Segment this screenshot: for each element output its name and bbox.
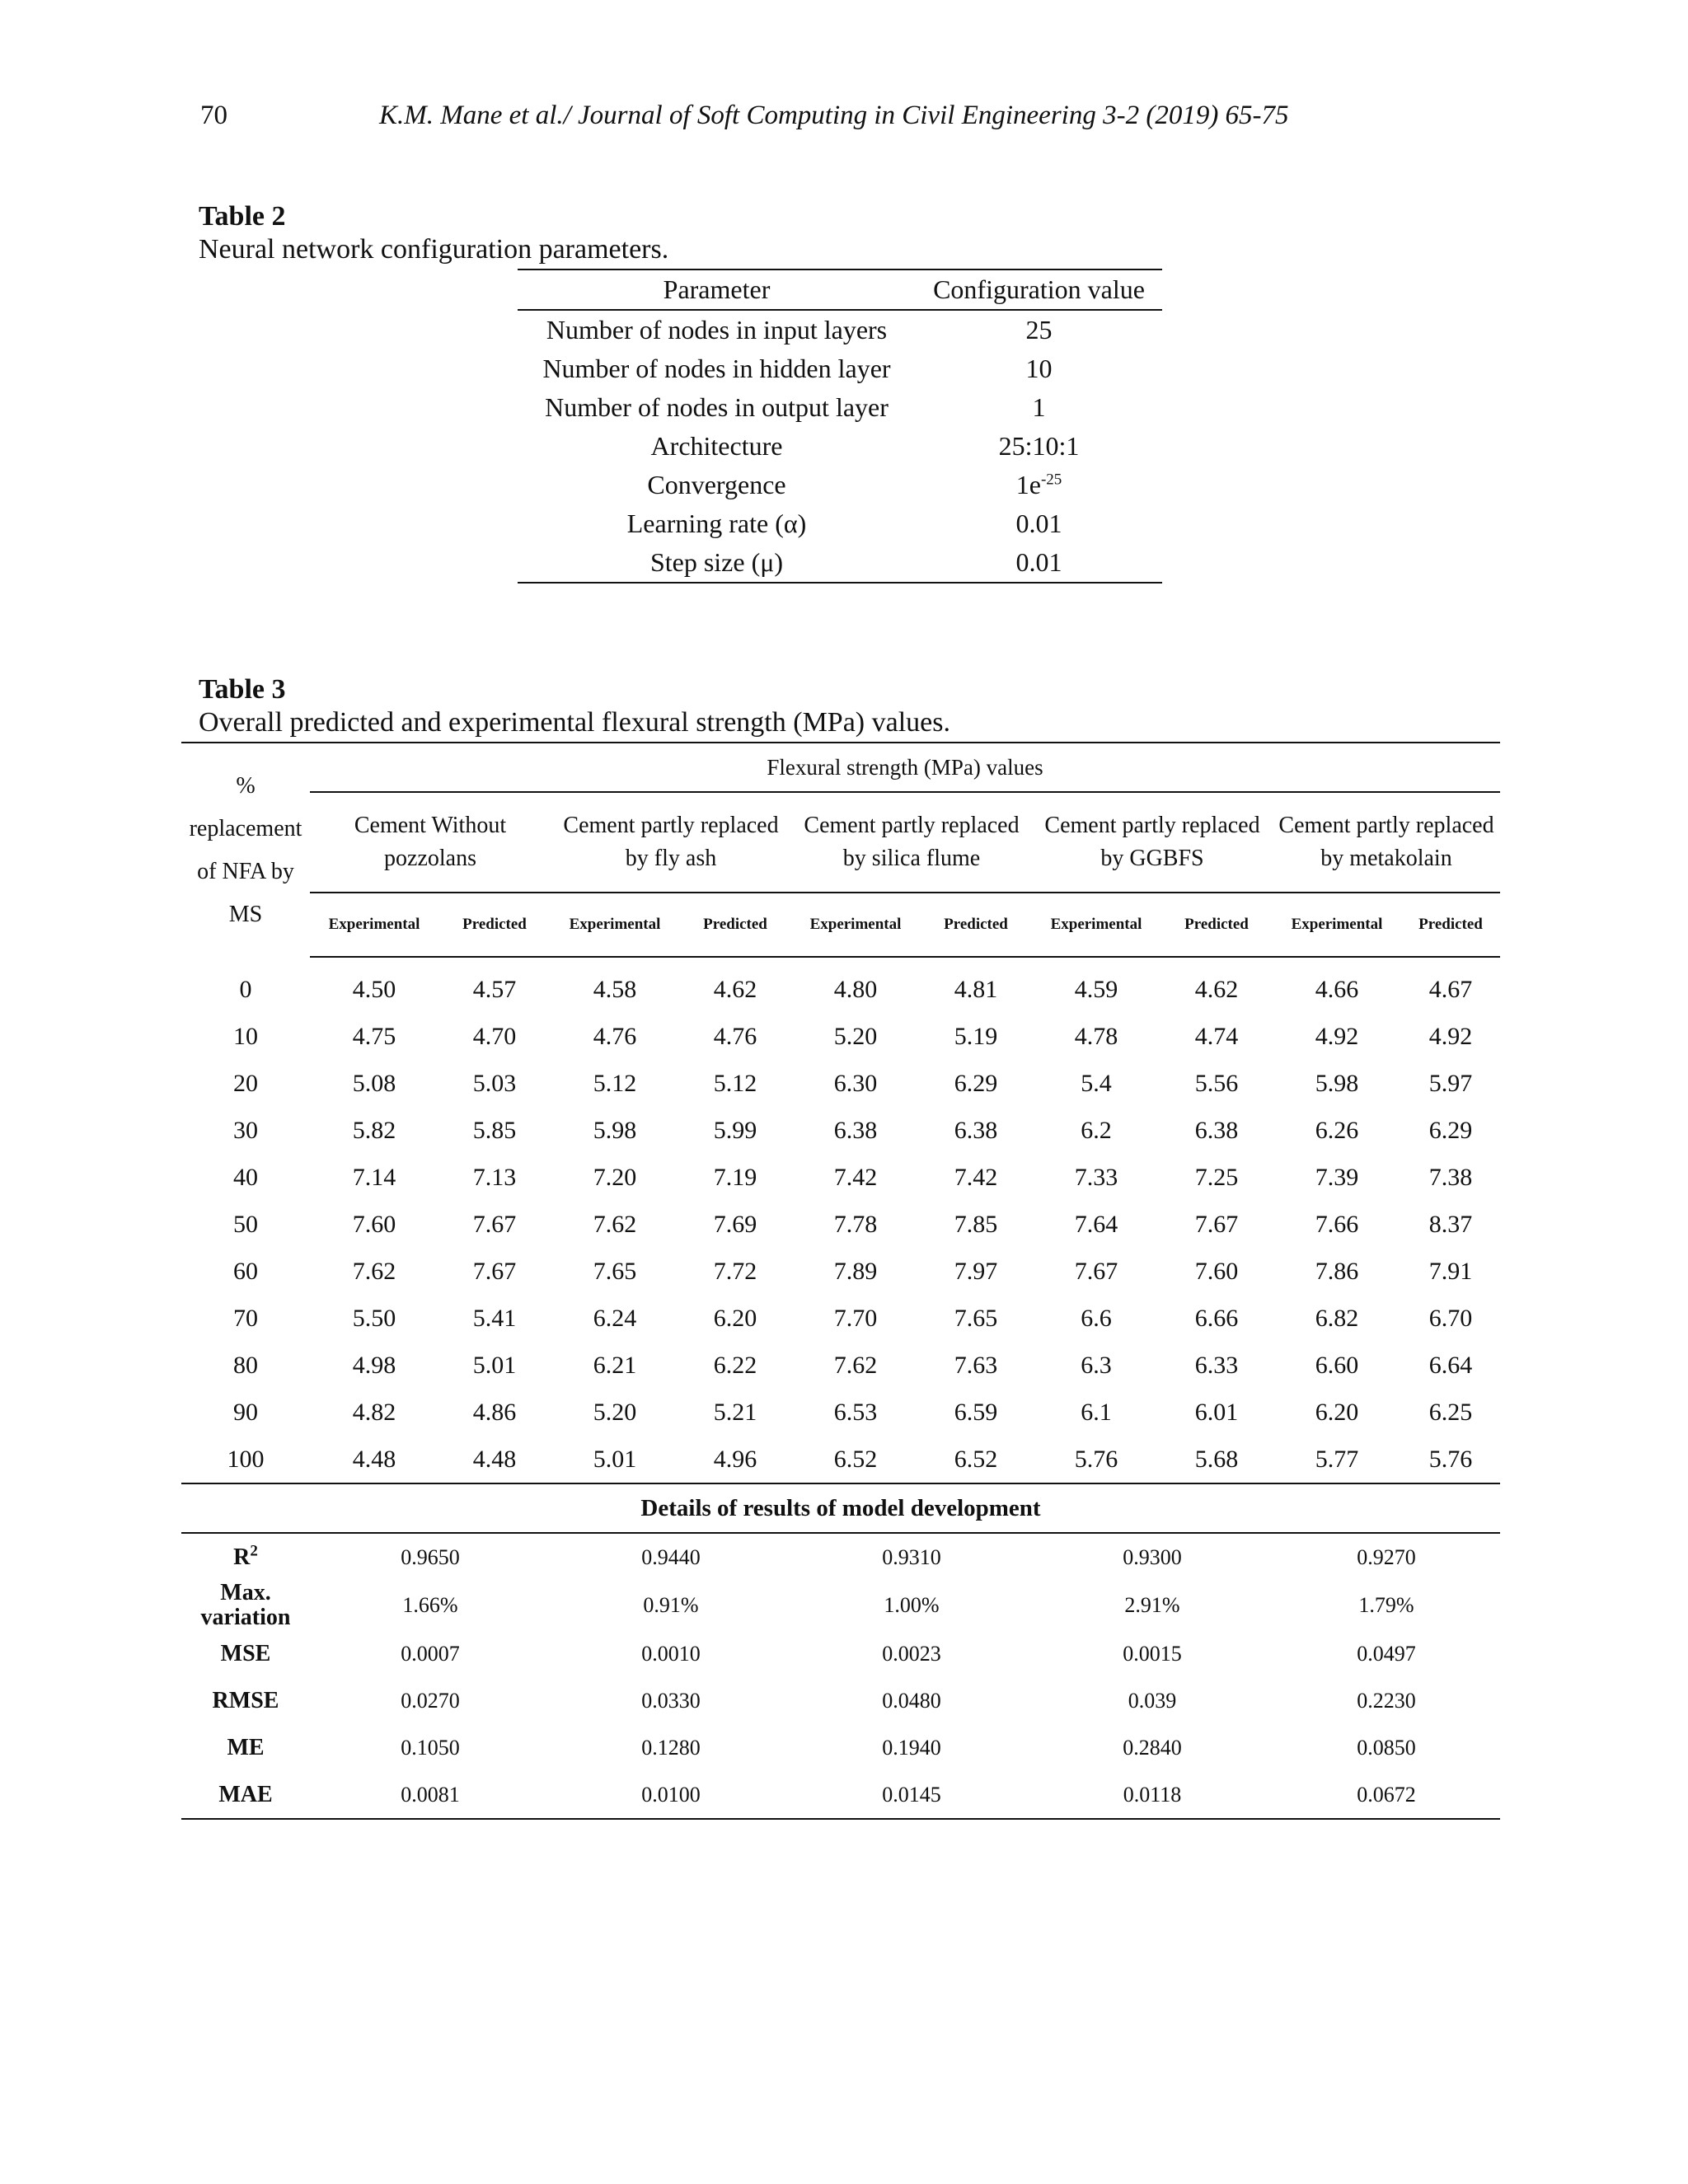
strength-value-cell: 7.19 bbox=[713, 1163, 757, 1191]
table-row bbox=[181, 1201, 1500, 1248]
strength-value-cell: 7.69 bbox=[713, 1210, 757, 1238]
table-row bbox=[518, 388, 1162, 427]
strength-value-cell: 7.62 bbox=[833, 1351, 878, 1379]
table3-group-header-row bbox=[181, 743, 1500, 792]
strength-value-cell: 7.66 bbox=[1315, 1210, 1359, 1238]
sub-header-experimental: Experimental bbox=[310, 893, 438, 957]
strength-value-cell: 6.60 bbox=[1315, 1351, 1359, 1379]
stat-value-cell: 0.0672 bbox=[1357, 1782, 1416, 1807]
stat-row bbox=[181, 1630, 1500, 1677]
journal-header: K.M. Mane et al./ Journal of Soft Computing in Civil Engineering 3-2 (2019) 65-75 bbox=[379, 101, 1289, 130]
strength-value-cell: 5.56 bbox=[1194, 1069, 1239, 1097]
table2-cell: Convergence bbox=[647, 470, 786, 499]
strength-value-cell: 7.72 bbox=[713, 1257, 757, 1285]
strength-value-cell: 4.80 bbox=[833, 975, 878, 1003]
stat-value-cell: 0.0118 bbox=[1123, 1782, 1182, 1807]
strength-value-cell: 6.29 bbox=[954, 1069, 998, 1097]
strength-value-cell: 7.67 bbox=[1194, 1210, 1239, 1238]
strength-value-cell: 5.12 bbox=[713, 1069, 757, 1097]
replacement-percent-cell: 30 bbox=[233, 1116, 258, 1144]
table-row bbox=[518, 466, 1162, 504]
convergence-exponent: -25 bbox=[1040, 471, 1062, 489]
strength-value-cell: 5.82 bbox=[352, 1116, 396, 1144]
strength-value-cell: 4.92 bbox=[1315, 1022, 1359, 1050]
strength-value-cell: 7.38 bbox=[1428, 1163, 1473, 1191]
strength-value-cell: 5.20 bbox=[593, 1398, 637, 1426]
stat-name-cell bbox=[181, 1533, 310, 1581]
replacement-percent-cell: 0 bbox=[239, 975, 252, 1003]
strength-value-cell: 7.86 bbox=[1315, 1257, 1359, 1285]
strength-value-cell: 4.62 bbox=[1194, 975, 1239, 1003]
stat-value-cell: 0.0100 bbox=[641, 1782, 701, 1807]
table2-cell: Number of nodes in input layers bbox=[546, 315, 888, 344]
strength-value-cell: 5.08 bbox=[352, 1069, 396, 1097]
table2-cell: 0.01 bbox=[1015, 547, 1062, 577]
strength-value-cell: 5.97 bbox=[1428, 1069, 1473, 1097]
stat-row bbox=[181, 1677, 1500, 1724]
mix-header-ggbfs: Cement partly replaced by GGBFS bbox=[1032, 792, 1273, 893]
stat-name-cell bbox=[181, 1724, 310, 1771]
strength-value-cell: 7.63 bbox=[954, 1351, 998, 1379]
mix-header-fly-ash: Cement partly replaced by fly ash bbox=[551, 792, 791, 893]
stat-value-cell: 0.1940 bbox=[882, 1735, 941, 1760]
strength-value-cell: 5.4 bbox=[1081, 1069, 1112, 1097]
strength-value-cell: 4.96 bbox=[713, 1445, 757, 1473]
replacement-percent-cell: 100 bbox=[227, 1445, 265, 1473]
stat-name: MSE bbox=[220, 1640, 271, 1666]
page-number: 70 bbox=[200, 101, 227, 130]
table2-col-config-value: Configuration value bbox=[916, 269, 1162, 310]
strength-value-cell: 7.89 bbox=[833, 1257, 878, 1285]
stat-name-superscript: 2 bbox=[250, 1542, 258, 1560]
strength-value-cell: 4.74 bbox=[1194, 1022, 1239, 1050]
table-row bbox=[518, 504, 1162, 543]
replacement-percent-cell: 80 bbox=[233, 1351, 258, 1379]
stat-value-cell: 0.0007 bbox=[401, 1641, 460, 1666]
strength-value-cell: 5.01 bbox=[472, 1351, 517, 1379]
table2-col-parameter: Parameter bbox=[518, 269, 916, 310]
table3-sub-header-row bbox=[181, 893, 1500, 957]
strength-value-cell: 7.67 bbox=[472, 1257, 517, 1285]
strength-value-cell: 7.65 bbox=[593, 1257, 637, 1285]
strength-value-cell: 6.59 bbox=[954, 1398, 998, 1426]
stat-value-cell: 0.0023 bbox=[882, 1641, 941, 1666]
strength-value-cell: 7.65 bbox=[954, 1304, 998, 1332]
mix-header-no-pozzolans: Cement Without pozzolans bbox=[310, 792, 551, 893]
replacement-percent-cell: 60 bbox=[233, 1257, 258, 1285]
strength-value-cell: 4.57 bbox=[472, 975, 517, 1003]
strength-value-cell: 5.01 bbox=[593, 1445, 637, 1473]
table-row bbox=[181, 1389, 1500, 1436]
strength-value-cell: 5.76 bbox=[1428, 1445, 1473, 1473]
table-row bbox=[181, 1342, 1500, 1389]
table2-cell: 25:10:1 bbox=[998, 431, 1080, 461]
strength-value-cell: 7.70 bbox=[833, 1304, 878, 1332]
strength-value-cell: 6.52 bbox=[954, 1445, 998, 1473]
table2-cell: Number of nodes in output layer bbox=[545, 392, 889, 422]
stat-value-cell: 1.66% bbox=[402, 1593, 458, 1617]
replacement-percent-cell: 20 bbox=[233, 1069, 258, 1097]
table2-cell: 0.01 bbox=[1015, 509, 1062, 538]
strength-value-cell: 4.59 bbox=[1074, 975, 1118, 1003]
replacement-percent-cell: 50 bbox=[233, 1210, 258, 1238]
replacement-percent-cell: 90 bbox=[233, 1398, 258, 1426]
strength-value-cell: 6.29 bbox=[1428, 1116, 1473, 1144]
table2-header-row bbox=[518, 269, 1162, 310]
table-row bbox=[181, 1107, 1500, 1154]
strength-value-cell: 6.3 bbox=[1081, 1351, 1112, 1379]
strength-value-cell: 7.13 bbox=[472, 1163, 517, 1191]
stat-value-cell: 0.0480 bbox=[882, 1688, 941, 1713]
stat-value-cell: 0.9440 bbox=[641, 1544, 701, 1569]
table2-cell: Learning rate (α) bbox=[626, 509, 807, 538]
strength-value-cell: 4.66 bbox=[1315, 975, 1359, 1003]
strength-value-cell: 4.86 bbox=[472, 1398, 517, 1426]
strength-value-cell: 7.39 bbox=[1315, 1163, 1359, 1191]
sub-header-experimental: Experimental bbox=[791, 893, 920, 957]
strength-value-cell: 6.20 bbox=[713, 1304, 757, 1332]
table-row bbox=[518, 310, 1162, 349]
strength-value-cell: 4.82 bbox=[352, 1398, 396, 1426]
strength-value-cell: 6.30 bbox=[833, 1069, 878, 1097]
strength-value-cell: 4.58 bbox=[593, 975, 637, 1003]
sub-header-experimental: Experimental bbox=[551, 893, 679, 957]
stat-value-cell: 0.9270 bbox=[1357, 1544, 1416, 1569]
strength-value-cell: 6.82 bbox=[1315, 1304, 1359, 1332]
stat-row bbox=[181, 1724, 1500, 1771]
stat-value-cell: 0.0850 bbox=[1357, 1735, 1416, 1760]
strength-value-cell: 5.68 bbox=[1194, 1445, 1239, 1473]
table-row bbox=[181, 1248, 1500, 1295]
strength-value-cell: 5.99 bbox=[713, 1116, 757, 1144]
strength-value-cell: 6.1 bbox=[1081, 1398, 1112, 1426]
mix-header-silica-flume: Cement partly replaced by silica flume bbox=[791, 792, 1032, 893]
table-row bbox=[518, 349, 1162, 388]
stat-row bbox=[181, 1771, 1500, 1819]
strength-value-cell: 4.76 bbox=[593, 1022, 637, 1050]
stat-value-cell: 0.1050 bbox=[401, 1735, 460, 1760]
strength-value-cell: 6.22 bbox=[713, 1351, 757, 1379]
stat-value-cell: 1.79% bbox=[1358, 1593, 1414, 1617]
strength-value-cell: 5.98 bbox=[593, 1116, 637, 1144]
stat-value-cell: 2.91% bbox=[1124, 1593, 1180, 1617]
strength-value-cell: 4.67 bbox=[1428, 975, 1473, 1003]
strength-value-cell: 6.26 bbox=[1315, 1116, 1359, 1144]
strength-value-cell: 4.76 bbox=[713, 1022, 757, 1050]
sub-header-experimental: Experimental bbox=[1032, 893, 1160, 957]
strength-value-cell: 6.2 bbox=[1081, 1116, 1112, 1144]
strength-value-cell: 7.25 bbox=[1194, 1163, 1239, 1191]
strength-value-cell: 4.81 bbox=[954, 975, 998, 1003]
stat-row bbox=[181, 1533, 1500, 1581]
table2 bbox=[518, 269, 1162, 583]
strength-value-cell: 5.76 bbox=[1074, 1445, 1118, 1473]
stat-value-cell: 0.0497 bbox=[1357, 1641, 1416, 1666]
strength-value-cell: 6.70 bbox=[1428, 1304, 1473, 1332]
table-row bbox=[181, 966, 1500, 1013]
stat-name-cell bbox=[181, 1677, 310, 1724]
replacement-percent-cell: 40 bbox=[233, 1163, 258, 1191]
strength-value-cell: 7.60 bbox=[1194, 1257, 1239, 1285]
table3-first-col-header: % replacement of NFA by MS bbox=[189, 772, 302, 927]
table-row bbox=[181, 1060, 1500, 1107]
table3-stats-body bbox=[181, 1483, 1500, 1819]
details-header: Details of results of model development bbox=[181, 1483, 1500, 1533]
stat-value-cell: 0.039 bbox=[1128, 1688, 1177, 1713]
stat-name: MAE bbox=[218, 1781, 273, 1807]
stat-value-cell: 0.2840 bbox=[1123, 1735, 1182, 1760]
table-row bbox=[181, 1436, 1500, 1483]
table-row bbox=[181, 1295, 1500, 1342]
strength-value-cell: 5.20 bbox=[833, 1022, 878, 1050]
strength-value-cell: 7.64 bbox=[1074, 1210, 1118, 1238]
strength-value-cell: 6.38 bbox=[954, 1116, 998, 1144]
strength-value-cell: 7.85 bbox=[954, 1210, 998, 1238]
strength-value-cell: 5.12 bbox=[593, 1069, 637, 1097]
table2-cell: Number of nodes in hidden layer bbox=[542, 354, 891, 383]
table-row bbox=[181, 1013, 1500, 1060]
strength-value-cell: 5.98 bbox=[1315, 1069, 1359, 1097]
stat-name-cell bbox=[181, 1581, 310, 1630]
strength-value-cell: 4.48 bbox=[352, 1445, 396, 1473]
strength-value-cell: 6.33 bbox=[1194, 1351, 1239, 1379]
sub-header-predicted: Predicted bbox=[1160, 893, 1273, 957]
strength-value-cell: 4.78 bbox=[1074, 1022, 1118, 1050]
stat-name: R bbox=[233, 1544, 251, 1570]
strength-value-cell: 6.66 bbox=[1194, 1304, 1239, 1332]
stat-value-cell: 0.0015 bbox=[1123, 1641, 1182, 1666]
stat-value-cell: 0.1280 bbox=[641, 1735, 701, 1760]
strength-value-cell: 6.25 bbox=[1428, 1398, 1473, 1426]
strength-value-cell: 4.50 bbox=[352, 975, 396, 1003]
stat-value-cell: 0.0145 bbox=[882, 1782, 941, 1807]
strength-value-cell: 6.24 bbox=[593, 1304, 637, 1332]
table3 bbox=[181, 742, 1500, 1820]
strength-value-cell: 7.20 bbox=[593, 1163, 637, 1191]
table2-cell: 10 bbox=[1025, 354, 1053, 383]
strength-value-cell: 6.64 bbox=[1428, 1351, 1473, 1379]
stat-value-cell: 0.9310 bbox=[882, 1544, 941, 1569]
stat-value-cell: 0.91% bbox=[643, 1593, 699, 1617]
strength-value-cell: 7.60 bbox=[352, 1210, 396, 1238]
table2-cell: 1 bbox=[1032, 392, 1046, 422]
table2-cell: Architecture bbox=[650, 431, 783, 461]
replacement-percent-cell: 10 bbox=[233, 1022, 258, 1050]
stat-value-cell: 0.2230 bbox=[1357, 1688, 1416, 1713]
strength-value-cell: 4.92 bbox=[1428, 1022, 1473, 1050]
strength-value-cell: 5.19 bbox=[954, 1022, 998, 1050]
strength-value-cell: 4.75 bbox=[352, 1022, 396, 1050]
details-header-row bbox=[181, 1483, 1500, 1533]
stat-name-cell bbox=[181, 1630, 310, 1677]
strength-value-cell: 7.42 bbox=[954, 1163, 998, 1191]
strength-value-cell: 5.85 bbox=[472, 1116, 517, 1144]
stat-value-cell: 0.0270 bbox=[401, 1688, 460, 1713]
strength-value-cell: 6.01 bbox=[1194, 1398, 1239, 1426]
strength-value-cell: 7.62 bbox=[352, 1257, 396, 1285]
stat-name: RMSE bbox=[212, 1687, 279, 1713]
sub-header-predicted: Predicted bbox=[679, 893, 791, 957]
table3-group-header: Flexural strength (MPa) values bbox=[310, 743, 1500, 792]
table-row bbox=[181, 1154, 1500, 1201]
strength-value-cell: 6.53 bbox=[833, 1398, 878, 1426]
strength-value-cell: 7.67 bbox=[1074, 1257, 1118, 1285]
stat-value-cell: 0.9650 bbox=[401, 1544, 460, 1569]
strength-value-cell: 6.38 bbox=[1194, 1116, 1239, 1144]
table3-caption: Overall predicted and experimental flexural strength (MPa) values. bbox=[199, 707, 950, 738]
table2-cell: 25 bbox=[1025, 315, 1053, 344]
stat-name-cell bbox=[181, 1771, 310, 1819]
stat-value-cell: 0.0010 bbox=[641, 1641, 701, 1666]
table3-label: Table 3 bbox=[199, 674, 286, 705]
table2-cell-convergence bbox=[916, 466, 1162, 504]
table2-label: Table 2 bbox=[199, 201, 286, 232]
stat-row bbox=[181, 1581, 1500, 1630]
stat-name: ME bbox=[227, 1734, 265, 1760]
strength-value-cell: 7.78 bbox=[833, 1210, 878, 1238]
strength-value-cell: 4.98 bbox=[352, 1351, 396, 1379]
strength-value-cell: 7.33 bbox=[1074, 1163, 1118, 1191]
table2-cell: Step size (μ) bbox=[649, 547, 784, 577]
strength-value-cell: 5.03 bbox=[472, 1069, 517, 1097]
strength-value-cell: 6.20 bbox=[1315, 1398, 1359, 1426]
strength-value-cell: 7.97 bbox=[954, 1257, 998, 1285]
sub-header-predicted: Predicted bbox=[438, 893, 551, 957]
strength-value-cell: 7.91 bbox=[1428, 1257, 1473, 1285]
strength-value-cell: 6.6 bbox=[1081, 1304, 1112, 1332]
table3-mix-header-row bbox=[181, 792, 1500, 893]
stat-value-cell: 0.0081 bbox=[401, 1782, 460, 1807]
mix-header-metakolain: Cement partly replaced by metakolain bbox=[1273, 792, 1500, 893]
table3-data-body bbox=[181, 957, 1500, 1483]
strength-value-cell: 4.62 bbox=[713, 975, 757, 1003]
strength-value-cell: 7.14 bbox=[352, 1163, 396, 1191]
table-row bbox=[518, 543, 1162, 583]
strength-value-cell: 5.21 bbox=[713, 1398, 757, 1426]
strength-value-cell: 7.62 bbox=[593, 1210, 637, 1238]
strength-value-cell: 5.41 bbox=[472, 1304, 517, 1332]
stat-name: Max. variation bbox=[200, 1580, 291, 1630]
strength-value-cell: 5.50 bbox=[352, 1304, 396, 1332]
convergence-base: 1e bbox=[1015, 470, 1041, 499]
stat-value-cell: 0.0330 bbox=[641, 1688, 701, 1713]
strength-value-cell: 6.21 bbox=[593, 1351, 637, 1379]
stat-value-cell: 0.9300 bbox=[1123, 1544, 1182, 1569]
sub-header-experimental: Experimental bbox=[1273, 893, 1401, 957]
strength-value-cell: 4.70 bbox=[472, 1022, 517, 1050]
table2-caption: Neural network configuration parameters. bbox=[199, 234, 669, 265]
stat-value-cell: 1.00% bbox=[884, 1593, 940, 1617]
sub-header-predicted: Predicted bbox=[1401, 893, 1500, 957]
table-row bbox=[518, 427, 1162, 466]
strength-value-cell: 7.67 bbox=[472, 1210, 517, 1238]
strength-value-cell: 6.52 bbox=[833, 1445, 878, 1473]
spacer-cell bbox=[181, 957, 1500, 966]
replacement-percent-cell: 70 bbox=[233, 1304, 258, 1332]
sub-header-predicted: Predicted bbox=[920, 893, 1032, 957]
table3-spacer bbox=[181, 957, 1500, 966]
strength-value-cell: 8.37 bbox=[1428, 1210, 1473, 1238]
strength-value-cell: 4.48 bbox=[472, 1445, 517, 1473]
strength-value-cell: 6.38 bbox=[833, 1116, 878, 1144]
strength-value-cell: 5.77 bbox=[1315, 1445, 1359, 1473]
strength-value-cell: 7.42 bbox=[833, 1163, 878, 1191]
